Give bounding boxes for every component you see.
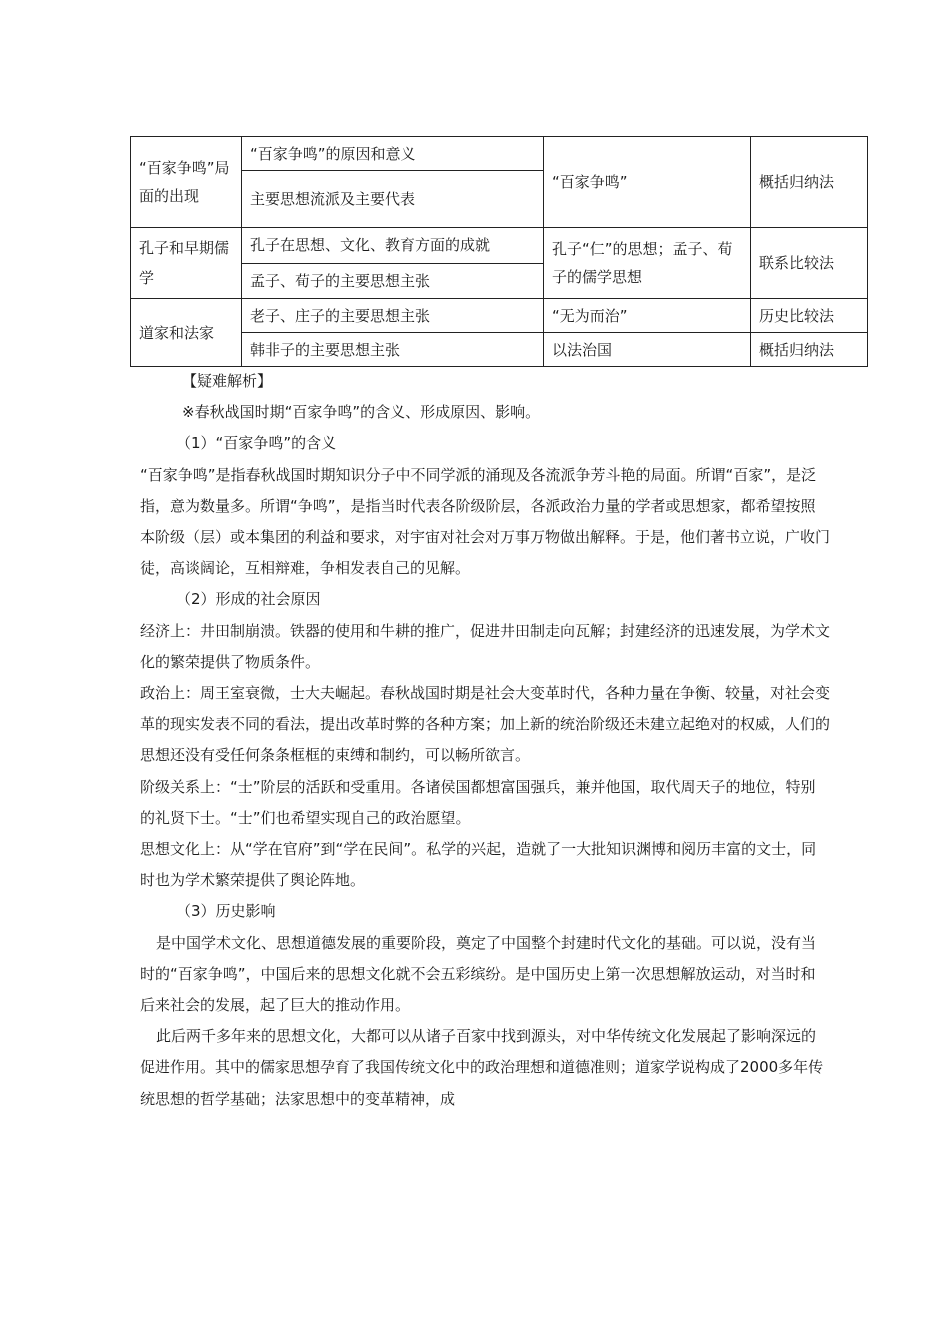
key-point-cell: 孔子“仁”的思想；孟子、荀子的儒学思想 [544, 228, 751, 299]
paragraph: 此后两千多年来的思想文化，大都可以从诸子百家中找到源头，对中华传统文化发展起了影响深远的促进作用。其中的儒家思想孕育了我国传统文化中的政治理想和道德准则；道家学说构成了2000多年传统思想的哲学基础；法家思想中的变革精神，成 [140, 1027, 824, 1108]
paragraph: 阶级关系上：“士”阶层的活跃和受重用。各诸侯国都想富国强兵，兼并他国，取代周天子的地位，特别的礼贤下士。“士”们也希望实现自己的政治愿望。 [140, 777, 816, 827]
key-point-cell: 以法治国 [544, 333, 751, 367]
intro-line: ※春秋战国时期“百家争鸣”的含义、形成原因、影响。 [182, 403, 541, 422]
method-cell: 概括归纳法 [751, 137, 868, 228]
table-row [131, 299, 868, 333]
subheading: （1）“百家争鸣”的含义 [176, 434, 337, 453]
paragraph: 思想文化上：从“学在官府”到“学在民间”。私学的兴起，造就了一大批知识渊博和阅历丰富的文士，同时也为学术繁荣提供了舆论阵地。 [140, 840, 817, 890]
table-row [131, 333, 868, 367]
item-cell: 主要思想流派及主要代表 [242, 171, 544, 228]
analysis-section [140, 366, 830, 1115]
topic-cell: “百家争鸣”局面的出现 [131, 137, 242, 228]
topic-cell: 道家和法家 [131, 299, 242, 367]
paragraph: 是中国学术文化、思想道德发展的重要阶段，奠定了中国整个封建时代文化的基础。可以说，没有当时的“百家争鸣”，中国后来的思想文化就不会五彩缤纷。是中国历史上第一次思想解放运动，对当时和后来社会的发展，起了巨大的推动作用。 [140, 933, 817, 1015]
paragraph: 政治上：周王室衰微，士大夫崛起。春秋战国时期是社会大变革时代，各种力量在争衡、较量，对社会变革的现实发表不同的看法，提出改革时弊的各种方案；加上新的统治阶级还未建立起绝对的权威，人们的思想还没有受任何条条框框的束缚和制约，可以畅所欲言。 [140, 684, 831, 765]
item-cell: 孟子、荀子的主要思想主张 [242, 263, 544, 299]
method-cell: 联系比较法 [751, 228, 868, 299]
subheading: （3）历史影响 [176, 902, 276, 921]
paragraph: “百家争鸣”是指春秋战国时期知识分子中不同学派的涌现及各流派争芳斗艳的局面。所谓“百家”，是泛指，意为数量多。所谓“争鸣”，是指当时代表各阶级阶层，各派政治力量的学者或思想家，都希望按照本阶级（层）或本集团的利益和要求，对宇宙对社会对万事万物做出解释。于是，他们著书立说，广收门徒，高谈阔论，互相辩难，争相发表自己的见解。 [140, 465, 831, 578]
item-cell: 老子、庄子的主要思想主张 [242, 299, 544, 333]
table-row [131, 137, 868, 171]
item-cell: 孔子在思想、文化、教育方面的成就 [242, 228, 544, 264]
table-row [131, 228, 868, 264]
key-point-cell: “百家争鸣” [544, 137, 751, 228]
summary-table [130, 136, 868, 367]
item-cell: “百家争鸣”的原因和意义 [242, 137, 544, 171]
paragraph: 经济上：井田制崩溃。铁器的使用和牛耕的推广，促进井田制走向瓦解；封建经济的迅速发展，为学术文化的繁荣提供了物质条件。 [140, 621, 831, 671]
method-cell: 概括归纳法 [751, 333, 868, 367]
item-cell: 韩非子的主要思想主张 [242, 333, 544, 367]
section-title: 【疑难解析】 [182, 372, 273, 390]
key-point-cell: “无为而治” [544, 299, 751, 333]
method-cell: 历史比较法 [751, 299, 868, 333]
topic-cell: 孔子和早期儒学 [131, 228, 242, 299]
subheading: （2）形成的社会原因 [176, 590, 321, 609]
